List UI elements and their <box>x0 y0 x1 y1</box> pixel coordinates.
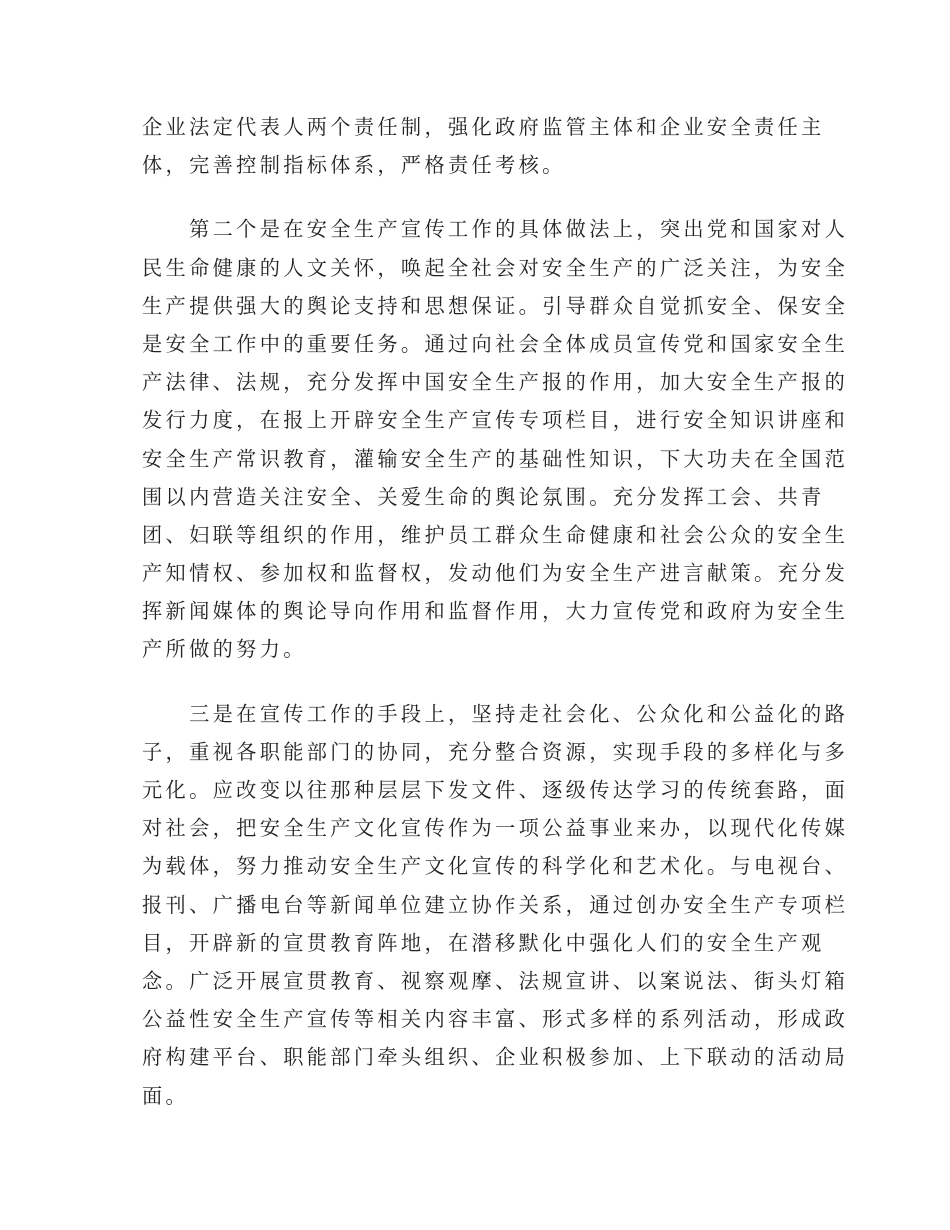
text-line: 为载体，努力推动安全生产文化宣传的科学化和艺术化。与电视台、 <box>142 854 849 879</box>
text-line: 发行力度，在报上开辟安全生产宣传专项栏目，进行安全知识讲座和 <box>142 408 849 433</box>
text-line: 团、妇联等组织的作用，维护员工群众生命健康和社会公众的安全生 <box>142 522 849 547</box>
text-line: 产法律、法规，充分发挥中国安全生产报的作用，加大安全生产报的 <box>142 370 849 395</box>
text-line: 民生命健康的人文关怀，唤起全社会对安全生产的广泛关注，为安全 <box>142 255 849 280</box>
text-line: 挥新闻媒体的舆论导向作用和监督作用，大力宣传党和政府为安全生 <box>142 599 849 624</box>
text-line: 企业法定代表人两个责任制，强化政府监管主体和企业安全责任主 <box>142 115 825 139</box>
text-line: 安全生产常识教育，灌输安全生产的基础性知识，下大功夫在全国范 <box>142 446 849 471</box>
text-line: 产知情权、参加权和监督权，发动他们为安全生产进言献策。充分发 <box>142 561 849 586</box>
text-line: 第二个是在安全生产宣传工作的具体做法上，突出党和国家对人 <box>142 217 849 242</box>
text-line: 子，重视各职能部门的协同，充分整合资源，实现手段的多样化与多 <box>142 739 849 764</box>
text-line: 念。广泛开展宣贯教育、视察观摩、法规宣讲、以案说法、街头灯箱 <box>142 968 849 993</box>
text-line: 三是在宣传工作的手段上，坚持走社会化、公众化和公益化的路 <box>142 701 849 726</box>
paragraph-1 <box>142 108 825 184</box>
text-line: 公益性安全生产宣传等相关内容丰富、形式多样的系列活动，形成政 <box>142 1007 849 1032</box>
paragraph-3 <box>142 695 849 1115</box>
text-line: 元化。应改变以往那种层层下发文件、逐级传达学习的传统套路，面 <box>142 778 849 802</box>
document-body <box>142 108 849 1115</box>
text-line: 报刊、广播电台等新闻单位建立协作关系，通过创办安全生产专项栏 <box>142 892 849 917</box>
text-line: 对社会，把安全生产文化宣传作为一项公益事业来办，以现代化传媒 <box>142 816 849 841</box>
text-line: 面。 <box>142 1083 190 1108</box>
text-line: 体，完善控制指标体系，严格责任考核。 <box>142 153 566 178</box>
text-line: 产所做的努力。 <box>142 637 307 662</box>
text-line: 是安全工作中的重要任务。通过向社会全体成员宣传党和国家安全生 <box>142 331 849 356</box>
text-line: 围以内营造关注安全、关爱生命的舆论氛围。充分发挥工会、共青 <box>142 484 825 509</box>
text-line: 目，开辟新的宣贯教育阵地，在潜移默化中强化人们的安全生产观 <box>142 930 825 955</box>
paragraph-2 <box>142 210 849 668</box>
text-line: 生产提供强大的舆论支持和思想保证。引导群众自觉抓安全、保安全 <box>142 293 849 318</box>
text-line: 府构建平台、职能部门牵头组织、企业积极参加、上下联动的活动局 <box>142 1045 849 1070</box>
